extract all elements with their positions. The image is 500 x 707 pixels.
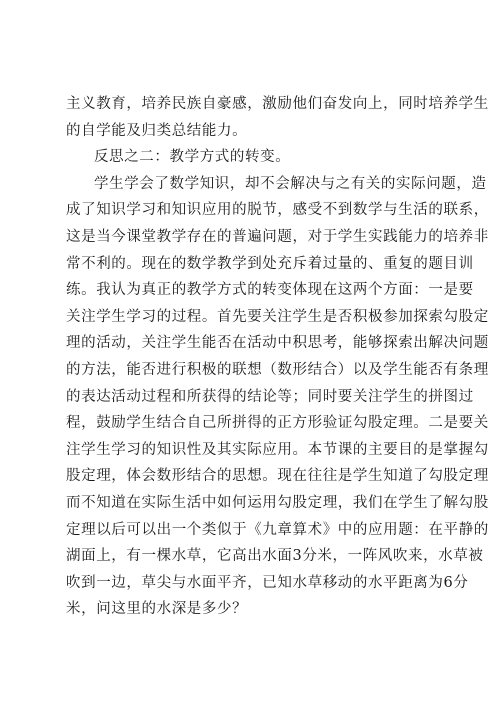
text-line-19: 吹到一边，草尖与水面平齐，已知水草移动的水平距离为6分 [66, 574, 469, 591]
text-line-14: 注学生学习的知识性及其实际应用。本节课的主要目的是掌握勾 [66, 441, 489, 458]
text-line-1: 主义教育，培养民族自豪感，激励他们奋发向上，同时培养学生 [66, 96, 489, 112]
text-line-17: 定理以后可以出一个类似于《九章算术》中的应用题：在平静的 [66, 521, 489, 538]
text-line-16: 而不知道在实际生活中如何运用勾股定理，我们在学生了解勾股 [66, 494, 489, 511]
text-line-2: 的自学能及归类总结能力。 [66, 122, 248, 139]
text-line-8: 练。我认为真正的教学方式的转变体现在这两个方面：一是要 [66, 282, 474, 299]
text-line-20: 米，问这里的水深是多少？ [66, 601, 248, 618]
text-line-13: 程，鼓励学生结合自己所拼得的正方形验证勾股定理。二是要关 [66, 415, 489, 432]
text-line-4: 学生学会了数学知识，却不会解决与之有关的实际问题，造 [94, 175, 487, 192]
section-heading: 反思之二：教学方式的转变。 [94, 149, 291, 166]
text-line-10: 理的活动，关注学生能否在活动中积思考，能够探索出解决问题 [66, 335, 489, 352]
text-line-15: 股定理，体会数形结合的思想。现在往往是学生知道了勾股定理 [66, 468, 489, 485]
text-line-11: 的方法，能否进行积极的联想（数形结合）以及学生能否有条理 [66, 361, 489, 378]
text-line-5: 成了知识学习和知识应用的脱节，感受不到数学与生活的联系， [66, 202, 489, 219]
text-line-6: 这是当今课堂教学存在的普遍问题，对于学生实践能力的培养非 [66, 228, 489, 245]
body-text [66, 91, 489, 623]
text-line-7: 常不利的。现在的数学教学到处充斥着过量的、重复的题目训 [66, 255, 474, 272]
text-line-12: 的表达活动过程和所获得的结论等；同时要关注学生的拼图过 [66, 388, 474, 405]
text-line-18: 湖面上，有一棵水草，它高出水面3分米，一阵风吹来，水草被 [66, 548, 484, 565]
text-line-9: 关注学生学习的过程。首先要关注学生是否积极参加探索勾股定 [66, 308, 489, 325]
